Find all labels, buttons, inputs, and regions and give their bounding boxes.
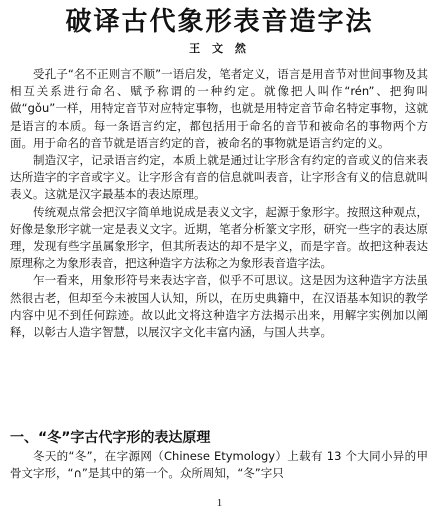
section-paragraph: 冬天的“冬”，在字源网（Chinese Etymology）上载有 13 个大同小异的甲骨文字形，“∩”是其中的第一个。众所周知，“冬”字只 (10, 449, 428, 481)
document-author: 王 文 然 (189, 42, 250, 55)
paragraph-3: 传统观点常会把汉字简单地说成是表义文字，起源于象形字。按照这种观点，好像是象形字就一定是表义文字。近期，笔者分析篆文字形，研究一些字的表达原理，发现有些字虽属象形字，但其所表达的却不是字义，而是字音。故把这种表达原理称之为象形表音，把这种造字方法称之为象形表音造字法。 (10, 204, 428, 271)
section-heading: 一、“冬”字古代字形的表达原理 (10, 430, 211, 446)
paragraph-1: 受孔子“名不正则言不顺”一语启发，笔者定义，语言是用音节对世间事物及其相互关系进行命名、赋予称谓的一种约定。就像把人叫作“rén”、把狗叫做“gǒu”一样，用特定音节对应特定事物，也就是用特定音节命名特定事物，这就是语言的本质。每一条语言约定，都包括用于命名的音节和被命名的事物两个方面。用于命名的音节就是语言约定的音，被命名的事物就是语言约定的义。 (10, 67, 428, 150)
document-title: 破译古代象形表音造字法 (65, 7, 374, 37)
paragraph-4: 乍一看来，用象形符号来表达字音，似乎不可思议。这是因为这种造字方法虽然很古老，但却至今未被国人认知，所以，在历史典籍中，在汉语基本知识的教学内容中见不到任何踪迹。故以此文将这种造字方法揭示出来，用解字实例加以阐释，以彰古人造字智慧，以展汉字文化丰富内涵，与国人共享。 (10, 273, 428, 340)
section-body (10, 448, 428, 482)
document-body (10, 66, 428, 341)
page-number: 1 (216, 497, 223, 509)
paragraph-2: 制造汉字，记录语言约定，本质上就是通过让字形含有约定的音或义的信来表达所造字的字音或字义。让字形含有音的信息就叫表音，让字形含有义的信息就叫表义。这就是汉字最基本的表达原理。 (10, 153, 428, 202)
